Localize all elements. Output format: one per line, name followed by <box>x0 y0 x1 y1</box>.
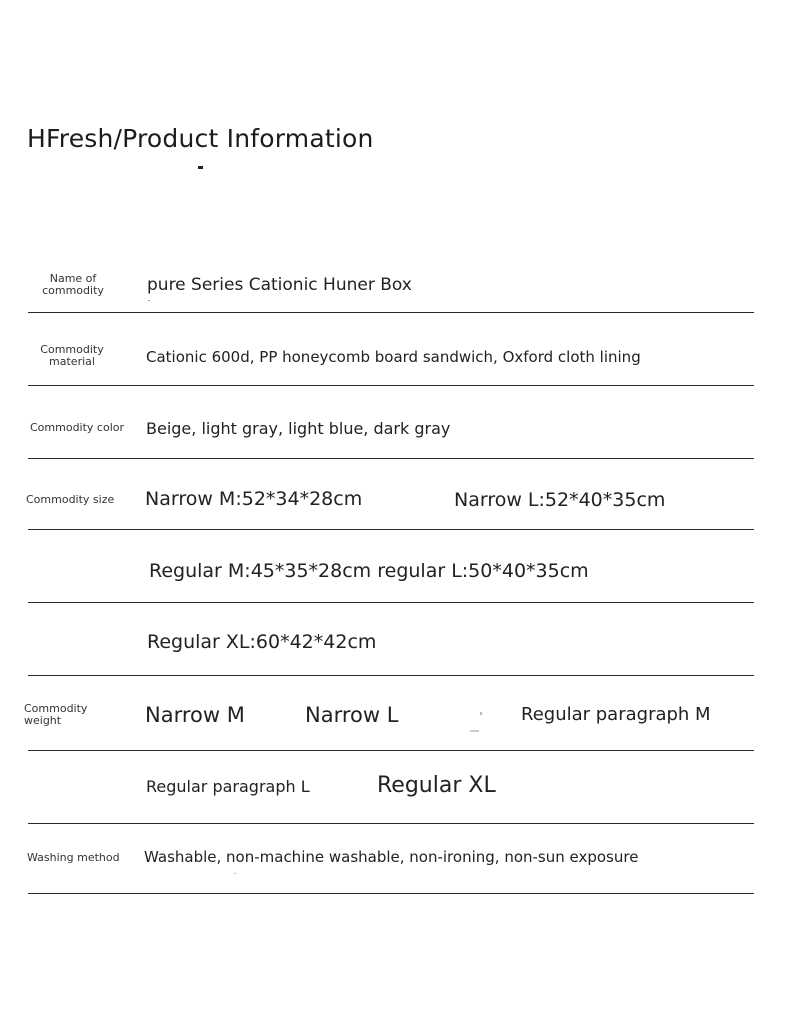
divider <box>28 385 754 386</box>
value-commodity-color: Beige, light gray, light blue, dark gray <box>146 419 451 438</box>
divider <box>28 750 754 751</box>
label-line: Commodity <box>40 343 104 356</box>
label-commodity-weight <box>24 703 87 727</box>
label-line: Name of <box>49 272 97 285</box>
value-size-narrow-l: Narrow L:52*40*35cm <box>454 489 666 511</box>
divider <box>28 602 754 603</box>
speck <box>234 873 236 874</box>
label-line: Commodity <box>24 702 88 715</box>
value-size-regular-xl: Regular XL:60*42*42cm <box>147 631 377 653</box>
speck <box>148 300 150 301</box>
value-size-regular-m-l: Regular M:45*35*28cm regular L:50*40*35cm <box>149 560 589 582</box>
label-line: commodity <box>42 284 104 297</box>
label-commodity-color: Commodity color <box>30 421 125 434</box>
speck <box>470 730 479 732</box>
page-title: HFresh/Product Information <box>27 124 374 153</box>
value-size-narrow-m: Narrow M:52*34*28cm <box>145 488 363 510</box>
divider <box>28 312 754 313</box>
label-commodity-size: Commodity size <box>26 493 115 506</box>
value-weight-regular-m: Regular paragraph M <box>521 704 711 725</box>
divider <box>28 893 754 894</box>
divider <box>28 458 754 459</box>
value-weight-regular-l: Regular paragraph L <box>146 777 310 796</box>
divider <box>28 675 754 676</box>
value-commodity-material: Cationic 600d, PP honeycomb board sandwich, Oxford cloth lining <box>146 348 641 366</box>
speck <box>480 712 482 715</box>
value-weight-regular-xl: Regular XL <box>377 773 496 798</box>
value-weight-narrow-m: Narrow M <box>145 703 245 727</box>
label-line: weight <box>24 714 62 727</box>
label-washing-method: Washing method <box>27 851 120 864</box>
value-commodity-name: pure Series Cationic Huner Box <box>147 275 412 295</box>
label-line: material <box>49 355 95 368</box>
value-washing-method: Washable, non-machine washable, non-ironing, non-sun exposure <box>144 848 639 866</box>
value-weight-narrow-l: Narrow L <box>305 703 399 727</box>
label-name-of-commodity <box>40 273 106 297</box>
title-mark <box>198 166 203 169</box>
divider <box>28 529 754 530</box>
divider <box>28 823 754 824</box>
label-commodity-material <box>38 344 106 368</box>
